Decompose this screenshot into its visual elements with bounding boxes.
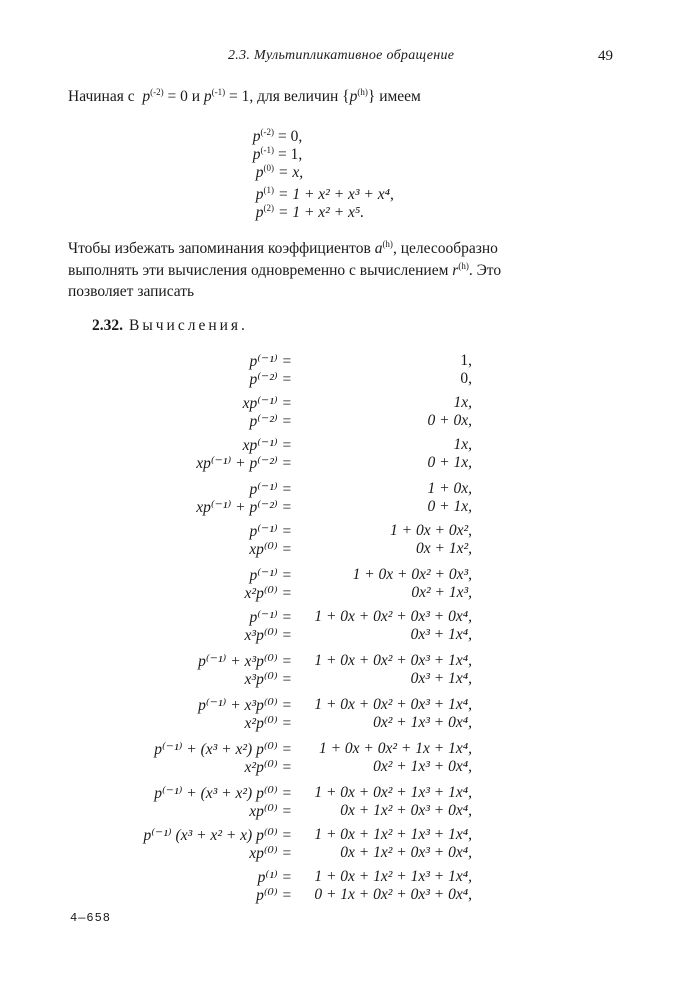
row-lhs: p⁽⁰⁾ = xyxy=(256,887,292,904)
row-lhs: xp⁽⁰⁾ = xyxy=(249,803,292,820)
row-lhs: p⁽⁻¹⁾ + x³p⁽⁰⁾ = xyxy=(198,697,292,714)
intro-equals-zero: = 0 и xyxy=(163,88,204,105)
intro-text-start: Начиная с xyxy=(68,88,135,105)
row-lhs: p⁽⁻¹⁾ + x³p⁽⁰⁾ = xyxy=(198,653,292,670)
paragraph-line xyxy=(68,240,498,258)
row-lhs: p⁽⁻¹⁾ = xyxy=(249,567,292,584)
section-title: Вычисления. xyxy=(129,317,248,334)
row-rhs: 1x, xyxy=(453,394,472,411)
row-lhs: xp⁽⁻¹⁾ + p⁽⁻²⁾ = xyxy=(196,499,292,516)
computation-row xyxy=(0,758,686,776)
row-rhs: 0x + 1x² + 0x³ + 0x⁴, xyxy=(340,844,472,861)
row-rhs: 1 + 0x, xyxy=(427,480,472,497)
computation-row xyxy=(0,844,686,862)
computation-row xyxy=(0,522,686,540)
superscript: (-1) xyxy=(211,87,226,97)
row-rhs: 1 + 0x + 1x² + 1x³ + 1x⁴, xyxy=(314,868,472,885)
row-lhs: p⁽⁻¹⁾ = xyxy=(249,353,292,370)
paragraph-text: выполнять эти вычисления одновременно с вычислением xyxy=(68,262,453,279)
equation-lhs xyxy=(256,164,274,182)
row-rhs: 1, xyxy=(460,352,472,369)
p-symbol: p xyxy=(349,88,358,105)
computation-row xyxy=(0,566,686,584)
paragraph-text: Чтобы избежать запоминания коэффициентов xyxy=(68,240,375,257)
superscript: (1) xyxy=(263,185,274,195)
row-rhs: 0x² + 1x³ + 0x⁴, xyxy=(373,714,472,731)
computation-row xyxy=(0,370,686,388)
row-rhs: 1 + 0x + 0x², xyxy=(390,522,472,539)
computation-row xyxy=(0,454,686,472)
p-symbol: p xyxy=(203,88,212,105)
intro-line xyxy=(68,88,421,106)
computation-row xyxy=(0,584,686,602)
signature-mark: 4—658 xyxy=(70,911,112,925)
section-heading xyxy=(92,317,248,335)
row-lhs: p⁽¹⁾ = xyxy=(257,869,292,886)
a-symbol: a xyxy=(374,240,383,257)
superscript: (-2) xyxy=(260,127,274,137)
row-lhs: x²p⁽⁰⁾ = xyxy=(244,585,292,602)
equation-rhs: = 1, xyxy=(278,146,303,163)
row-lhs: p⁽⁻¹⁾ + (x³ + x²) p⁽⁰⁾ = xyxy=(154,741,292,758)
row-lhs: x²p⁽⁰⁾ = xyxy=(244,759,292,776)
computation-row xyxy=(0,670,686,688)
p-symbol: p xyxy=(252,128,261,145)
row-lhs: xp⁽⁻¹⁾ + p⁽⁻²⁾ = xyxy=(196,455,292,472)
row-lhs: p⁽⁻¹⁾ + (x³ + x²) p⁽⁰⁾ = xyxy=(154,785,292,802)
row-rhs: 1 + 0x + 0x² + 0x³ + 1x⁴, xyxy=(314,696,472,713)
intro-text-end: } имеем xyxy=(367,88,421,105)
computation-row xyxy=(0,740,686,758)
p-symbol: p xyxy=(252,146,261,163)
row-rhs: 1x, xyxy=(453,436,472,453)
equation-rhs: = 1 + x² + x⁵. xyxy=(278,204,365,221)
row-rhs: 1 + 0x + 1x² + 1x³ + 1x⁴, xyxy=(314,826,472,843)
row-rhs: 0 + 1x, xyxy=(427,498,472,515)
page-number: 49 xyxy=(598,48,613,64)
computation-row xyxy=(0,498,686,516)
row-rhs: 0x² + 1x³, xyxy=(411,584,472,601)
superscript: (-1) xyxy=(260,145,274,155)
equation-rhs: = 1 + x² + x³ + x⁴, xyxy=(278,186,394,203)
computation-row xyxy=(0,802,686,820)
paragraph-line xyxy=(68,262,501,280)
section-number: 2.32. xyxy=(92,317,123,334)
computation-row xyxy=(0,412,686,430)
row-rhs: 1 + 0x + 0x² + 1x³ + 1x⁴, xyxy=(314,784,472,801)
superscript: (-2) xyxy=(150,87,164,97)
row-lhs: p⁽⁻¹⁾ = xyxy=(249,481,292,498)
computation-row xyxy=(0,652,686,670)
row-rhs: 1 + 0x + 0x² + 1x + 1x⁴, xyxy=(318,740,472,757)
computation-row xyxy=(0,868,686,886)
computation-row xyxy=(0,480,686,498)
row-lhs: xp⁽⁰⁾ = xyxy=(249,541,292,558)
row-lhs: p⁽⁻²⁾ = xyxy=(249,413,292,430)
superscript: (h) xyxy=(382,239,393,249)
row-lhs: p⁽⁻²⁾ = xyxy=(249,371,292,388)
computation-row xyxy=(0,826,686,844)
equation-lhs xyxy=(256,204,274,222)
row-rhs: 0 + 1x, xyxy=(427,454,472,471)
p-symbol: p xyxy=(255,204,264,221)
row-lhs: xp⁽⁻¹⁾ = xyxy=(242,395,292,412)
superscript: (h) xyxy=(357,87,368,97)
row-rhs: 0x³ + 1x⁴, xyxy=(410,670,472,687)
computation-row xyxy=(0,394,686,412)
row-rhs: 1 + 0x + 0x² + 0x³ + 0x⁴, xyxy=(314,608,472,625)
p-symbol: p xyxy=(142,88,151,105)
computation-row xyxy=(0,608,686,626)
row-rhs: 1 + 0x + 0x² + 0x³ + 1x⁴, xyxy=(314,652,472,669)
equation-rhs: = 0, xyxy=(278,128,303,145)
superscript: (2) xyxy=(263,203,274,213)
row-rhs: 0x³ + 1x⁴, xyxy=(410,626,472,643)
paragraph-line xyxy=(68,283,194,301)
computation-row xyxy=(0,540,686,558)
computation-row xyxy=(0,784,686,802)
page-header xyxy=(0,48,686,68)
row-rhs: 0 + 0x, xyxy=(427,412,472,429)
row-lhs: x³p⁽⁰⁾ = xyxy=(244,627,292,644)
superscript: (0) xyxy=(263,163,274,173)
computation-row xyxy=(0,352,686,370)
row-lhs: p⁽⁻¹⁾ = xyxy=(249,609,292,626)
p-symbol: p xyxy=(255,164,264,181)
row-rhs: 0x² + 1x³ + 0x⁴, xyxy=(373,758,472,775)
row-lhs: p⁽⁻¹⁾ = xyxy=(249,523,292,540)
row-lhs: p⁽⁻¹⁾ (x³ + x² + x) p⁽⁰⁾ = xyxy=(143,827,292,844)
equation-lhs xyxy=(253,128,274,146)
row-lhs: xp⁽⁰⁾ = xyxy=(249,845,292,862)
p-symbol: p xyxy=(255,186,264,203)
computation-row xyxy=(0,626,686,644)
paragraph-text: позволяет записать xyxy=(68,283,195,300)
paragraph-text: , целесообразно xyxy=(392,240,498,257)
equation-lhs xyxy=(256,186,274,204)
computation-row xyxy=(0,696,686,714)
running-title: 2.3. Мультипликативное обращение xyxy=(228,48,455,63)
paragraph-text: . Это xyxy=(468,262,502,279)
equation-rhs: = x, xyxy=(278,164,304,181)
row-rhs: 0x + 1x², xyxy=(416,540,472,557)
computation-row xyxy=(0,886,686,904)
superscript: (h) xyxy=(458,261,469,271)
row-rhs: 0, xyxy=(460,370,472,387)
computation-row xyxy=(0,436,686,454)
row-lhs: xp⁽⁻¹⁾ = xyxy=(242,437,292,454)
row-lhs: x³p⁽⁰⁾ = xyxy=(244,671,292,688)
row-lhs: x²p⁽⁰⁾ = xyxy=(244,715,292,732)
row-rhs: 1 + 0x + 0x² + 0x³, xyxy=(352,566,472,583)
computation-row xyxy=(0,714,686,732)
row-rhs: 0 + 1x + 0x² + 0x³ + 0x⁴, xyxy=(314,886,472,903)
r-symbol: r xyxy=(452,262,459,279)
row-rhs: 0x + 1x² + 0x³ + 0x⁴, xyxy=(340,802,472,819)
equation-lhs xyxy=(253,146,274,164)
intro-equals-one: = 1, для величин { xyxy=(225,88,350,105)
